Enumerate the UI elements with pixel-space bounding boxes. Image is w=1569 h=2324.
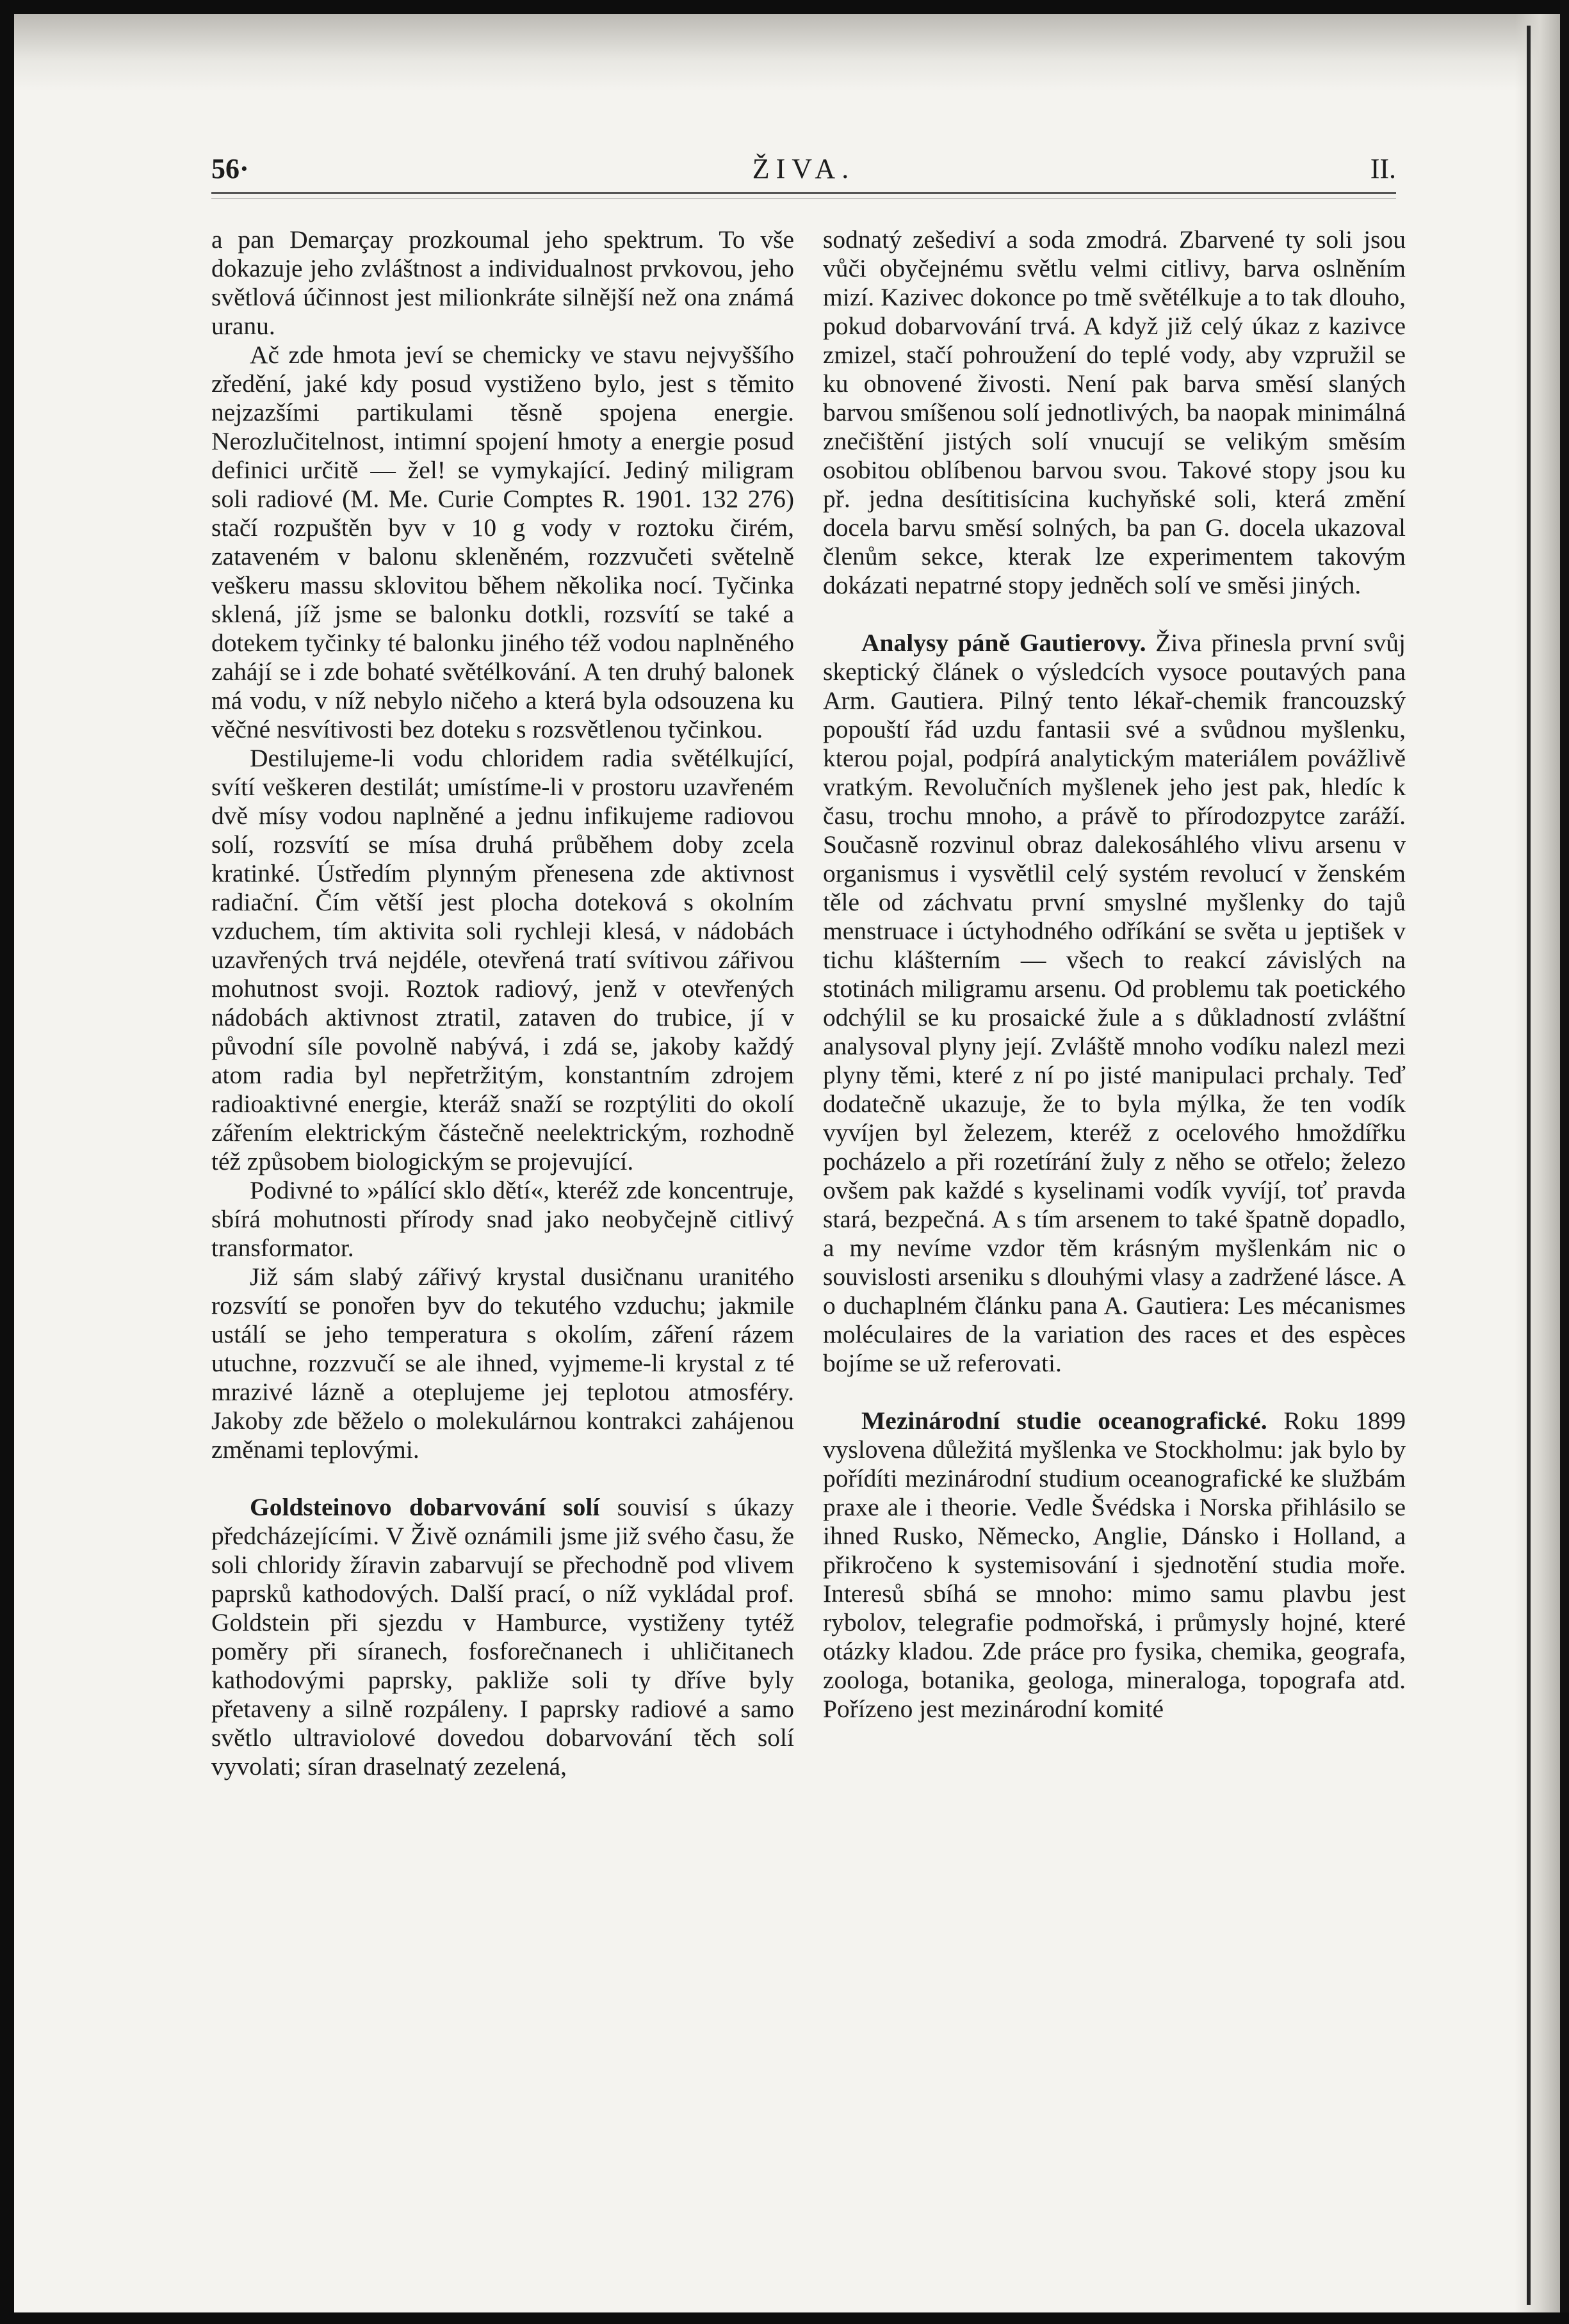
page-number: 56· — [211, 153, 249, 184]
section-gautier — [823, 629, 1406, 1378]
paragraph: Destilujeme-li vodu chloridem radia světélkující, svítí veškeren destilát; umístíme-li v prostoru uzavřeném dvě mísy vodou naplněné a jednu infikujeme radiovou solí, rozsvítí se mísa druhá průběhem doby zcela kratinké. Ústředím plynným přenesena zde aktivnost radiační. Čím větší jest plocha doteková s okolním vzduchem, tím aktivita soli rychleji klesá, v nádobách uzavřených trvá nejdéle, otevřená tratí svítivou zářivou mohutnost svoji. Roztok radiový, jenž v otevřených nádobách aktivnost ztratil, zataven do trubice, jí v původní síle povolně nabývá, i zdá se, jakoby každý atom radia byl nepřetržitým, konstantním zdrojem radioaktivné energie, kteráž snaží se rozptýliti do okolí zářením elektrickým částečně neelektrickým, rozhodně též způsobem biologickým se projevující. — [211, 744, 794, 1175]
header-rule-thin — [211, 198, 1396, 199]
right-column — [823, 225, 1406, 1723]
section-heading: Analysy páně Gautierovy. — [861, 629, 1146, 657]
scan-shadow-top — [14, 14, 1551, 91]
binding-shadow — [1515, 14, 1560, 2312]
section-heading: Goldsteinovo dobarvování solí — [250, 1493, 600, 1521]
paragraph: sodnatý zešediví a soda zmodrá. Zbarvené ty soli jsou vůči obyčejnému světlu velmi citlivy, barva oslněním mizí. Kazivec dokonce po tmě světélkuje a to tak dlouho, pokud dobarvování trvá. A když již celý úkaz z kazivce zmizel, stačí pohroužení do teplé vody, aby vzpružil se ku obnovené živosti. Není pak barva směsí slaných barvou smíšenou solí jednotlivých, ba naopak minimálná znečištění jistých solí vnucují se velikým směsím osobitou oblíbenou barvou svou. Takové stopy jsou ku př. jedna desítitisícina kuchyňské soli, která změní docela barvu směsí solných, ba pan G. docela ukazoval členům sekce, kterak lze experimentem takovým dokázati nepatrné stopy jedněch solí ve směsi jiných. — [823, 225, 1406, 599]
scan-border-right — [1560, 0, 1569, 2324]
paragraph: Ač zde hmota jeví se chemicky ve stavu nejvyššího zředění, jaké kdy posud vystiženo bylo, jest s těmito nejzazšími partikulami těsně spojena energie. Nerozlučitelnost, intimní spojení hmoty a energie posud definici určitě — žel! se vymykající. Jediný miligram soli radiové (M. Me. Curie Comptes R. 1901. 132 276) stačí rozpuštěn byv v 10 g vody v roztoku čirém, zataveném v balonu skleněném, rozzvučeti světelně veškeru massu sklovitou během několika nocí. Tyčinka sklená, jíž jsme se balonku dotkli, rozsvítí se také a dotekem tyčinky té balonku jiného též vodou naplněného zahájí se i zde bohaté světélkování. A ten druhý balonek má vodu, v níž nebylo ničeho a která byla odsouzena ku věčné nesvítivosti bez doteku s rozsvětlenou tyčinkou. — [211, 341, 794, 743]
binding-edge — [1527, 26, 1531, 2305]
paragraph: Podivné to »pálící sklo dětí«, kteréž zde koncentruje, sbírá mohutnosti přírody snad jako neobyčejně citlivý transformator. — [211, 1176, 794, 1262]
left-column — [211, 225, 794, 1781]
scan-border-top — [0, 0, 1569, 14]
section-goldstein — [211, 1493, 794, 1781]
section-text: Živa přinesla první svůj skeptický článek o výsledcích vysoce poutavých pana Arm. Gautiera. Pilný tento lékař-chemik francouzský popouští řád uzdu fantasii své a svůdnou myšlenku, kterou pojal, podpírá analytickým materiálem povážlivě vratkým. Revolučních myšlenek jeho jest pak, hledíc k času, trochu mnoho, a právě to přírodozpytce zaráží. Současně rozvinul obraz dalekosáhlého vlivu arsenu v organismus i vysvětlil celý systém revolucí v ženském těle od záchvatu první smyslné myšlenky do tajů menstruace i úctyhodného odříkání se světa u jeptišek v tichu klášterním — všech to reakcí závislých na stotinách miligramu arsenu. Od problemu tak poetického odchýlil se ku prosaické žule a s důkladností zvláštní analysoval plyny její. Zvláště mnoho vodíku nalezl mezi plyny těmi, které z ní po jisté manipulaci prchaly. Teď dodatečně ukazuje, že to byla mýlka, že ten vodík vyvíjen byl železem, kteréž z ocelového hmoždířku pocházelo a při rozetírání žuly z něho se otřelo; železo ovšem pak každé s kyselinami vodík vyvíjí, toť pravda stará, bezpečná. A s tím arsenem to také špatně dopadlo, a my nevíme vzdor těm krásným myšlenkám nic o souvislosti arseniku s dlouhými vlasy a zadržené lásce. A o duchaplném článku pana A. Gautiera: Les mécanismes moléculaires de la variation des races et des espèces bojíme se už referovati. — [823, 629, 1406, 1377]
section-oceanography — [823, 1407, 1406, 1723]
section-text: Roku 1899 vyslovena důležitá myšlenka ve Stockholmu: jak bylo by pořídíti mezinárodní studium oceanografické ke službám praxe ale i theorie. Vedle Švédska i Norska přihlásilo se ihned Rusko, Německo, Anglie, Dánsko i Holland, a přikročeno k systemisování i sjednotění studia moře. Interesů sbíhá se mnoho: mimo samu plavbu jest rybolov, telegrafie podmořská, i průmysly hojné, které otázky kladou. Zde práce pro fysika, chemika, geografa, zoologa, botanika, geologa, mineraloga, topografa atd. Pořízeno jest mezinárodní komité — [823, 1407, 1406, 1723]
scan-border-bottom — [0, 2312, 1569, 2324]
volume-number: II. — [1370, 153, 1396, 184]
paragraph: Již sám slabý zářivý krystal dusičnanu uranitého rozsvítí se ponořen byv do tekutého vzduchu; jakmile ustálí se jeho temperatura s okolím, záření rázem utuchne, rozzvučí se ale ihned, vyjmeme-li krystal z té mrazivé lázně a oteplujeme jej teplotou atmosféry. Jakoby zde běželo o molekulárnou kontrakci zahájenou změnami teplovými. — [211, 1263, 794, 1464]
section-text: souvisí s úkazy předcházejícími. V Živě oznámili jsme již svého času, že soli chloridy žíravin zabarvují se přechodně pod vlivem paprsků kathodových. Další prací, o níž vykládal prof. Goldstein při sjezdu v Hamburce, vystiženy tytéž poměry při síranech, fosforečnanech i uhličitanech kathodovými paprsky, pakliže soli ty dříve byly přetaveny a silně rozpáleny. I paprsky radiové a samo světlo ultraviolové dovedou dobarvování těch solí vyvolati; síran draselnatý zezelená, — [211, 1493, 794, 1780]
running-header — [211, 152, 1396, 197]
journal-title: ŽIVA. — [752, 153, 856, 184]
paragraph: a pan Demarçay prozkoumal jeho spektrum. To vše dokazuje jeho zvláštnost a individualnost prvkovou, jeho světlová účinnost jest milionkráte silnější než ona známá uranu. — [211, 225, 794, 340]
header-rule — [211, 192, 1396, 194]
scan-border-left — [0, 0, 14, 2324]
section-heading: Mezinárodní studie oceanografické. — [861, 1407, 1267, 1435]
